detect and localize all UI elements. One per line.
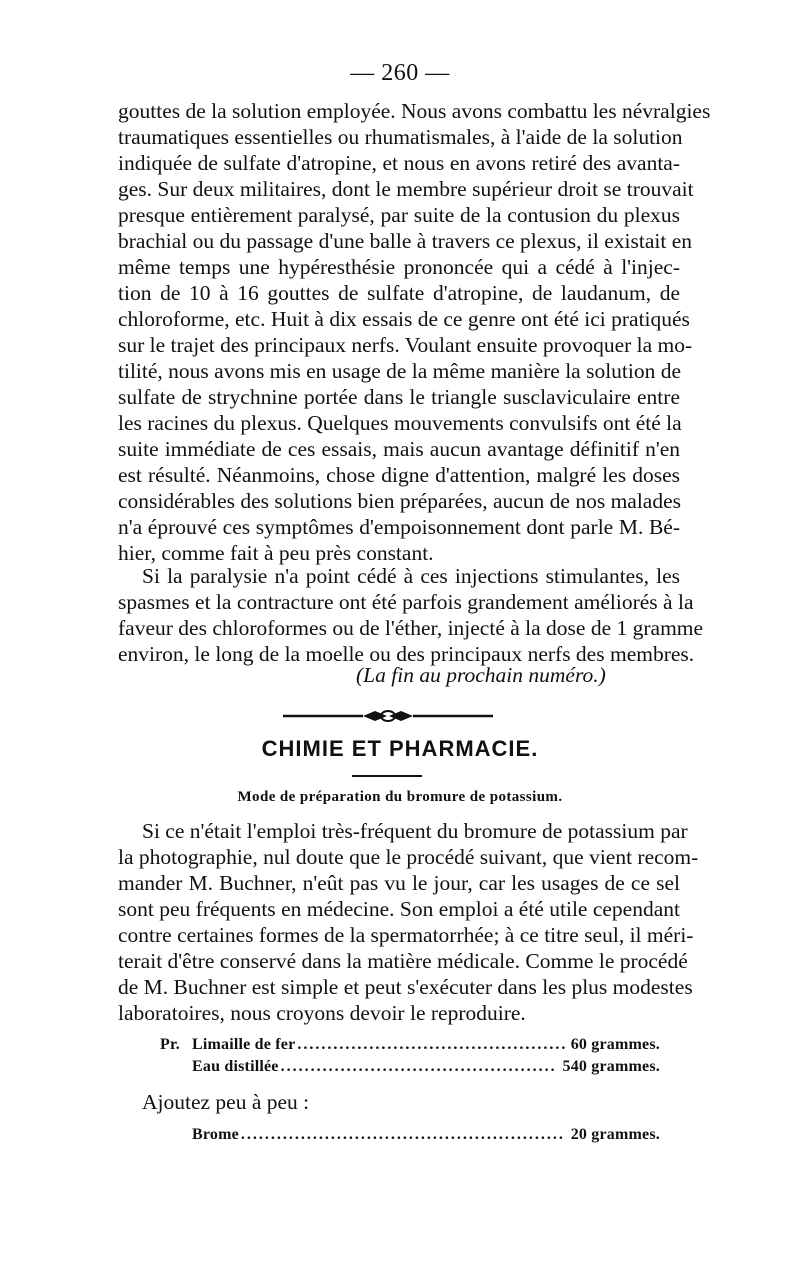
text-line: considérables des solutions bien préparées, aucun de nos malades — [118, 489, 682, 513]
text-line: faveur des chloroformes ou de l'éther, injecté à la dose de 1 gramme — [118, 616, 704, 640]
text-line: ges. Sur deux militaires, dont le membre supérieur droit se trouvait — [118, 177, 694, 201]
recipe-row — [160, 1126, 660, 1148]
recipe-list-1 — [160, 1036, 660, 1080]
recipe-list-2 — [160, 1126, 660, 1148]
text-line: sur le trajet des principaux nerfs. Voulant ensuite provoquer la mo- — [118, 333, 693, 357]
text-line: tilité, nous avons mis en usage de la même manière la solution de — [118, 359, 682, 383]
text-line: sulfate de strychnine portée dans le triangle susclaviculaire entre — [118, 385, 680, 409]
text-line: Si la paralysie n'a point cédé à ces injections stimulantes, les — [142, 564, 680, 588]
text-line: chloroforme, etc. Huit à dix essais de ce genre ont été ici pratiqués — [118, 307, 690, 331]
text-line: indiquée de sulfate d'atropine, et nous en avons retiré des avanta- — [118, 151, 680, 175]
text-line: suite immédiate de ces essais, mais aucun avantage définitif n'en — [118, 437, 680, 461]
continuation-note: (La fin au prochain numéro.) — [356, 663, 606, 687]
text-line: la photographie, nul doute que le procédé suivant, que vient recom- — [118, 845, 699, 869]
ingredient-name: Eau distillée — [192, 1058, 279, 1075]
text-line: n'a éprouvé ces symptômes d'empoisonnement dont parle M. Bé- — [118, 515, 680, 539]
recipe-row — [160, 1058, 660, 1080]
paragraph-bromure — [118, 818, 699, 1026]
text-line: laboratoires, nous croyons devoir le reproduire. — [118, 1001, 526, 1025]
section-title: CHIMIE ET PHARMACIE. — [261, 736, 539, 761]
text-line: est résulté. Néanmoins, chose digne d'attention, malgré les doses — [118, 463, 680, 487]
ingredient-quantity: 60 grammes. — [570, 1036, 660, 1053]
text-line: brachial ou du passage d'une balle à travers ce plexus, il existait en — [118, 229, 693, 253]
leader-dots — [297, 1036, 564, 1054]
text-line: tion de 10 à 16 gouttes de sulfate d'atropine, de laudanum, de — [118, 281, 680, 305]
text-line: spasmes et la contracture ont été parfois grandement améliorés à la — [118, 590, 694, 614]
text-line: Si ce n'était l'emploi très-fréquent du bromure de potassium par — [142, 819, 688, 843]
ingredient-quantity: 20 grammes. — [570, 1126, 660, 1143]
text-line: de M. Buchner est simple et peut s'exécuter dans les plus modestes — [118, 975, 693, 999]
text-line: hier, comme fait à peu près constant. — [118, 541, 434, 565]
text-line: sont peu fréquents en médecine. Son emploi a été utile cependant — [118, 897, 680, 921]
paragraph-paralysie — [118, 563, 704, 667]
instruction-text: Ajoutez peu à peu : — [142, 1090, 310, 1114]
page-number: — 260 — — [350, 60, 450, 86]
text-line: contre certaines formes de la spermatorrhée; à ce titre seul, il méri- — [118, 923, 694, 947]
ingredient-name: Brome — [192, 1126, 239, 1143]
text-line: mander M. Buchner, n'eût pas vu le jour, car les usages de ce sel — [118, 871, 680, 895]
text-line: gouttes de la solution employée. Nous avons combattu les névralgies — [118, 99, 711, 123]
text-line: presque entièrement paralysé, par suite de la contusion du plexus — [118, 203, 680, 227]
text-line: même temps une hypéresthésie prononcée qui a cédé à l'injec- — [118, 255, 680, 279]
ingredient-quantity: 540 grammes. — [562, 1058, 660, 1075]
recipe-row — [160, 1036, 660, 1058]
ornament-divider — [283, 708, 493, 724]
paragraph-nevralgies — [118, 98, 711, 566]
text-line: terait d'être conservé dans la matière médicale. Comme le procédé — [118, 949, 688, 973]
ingredient-name: Limaille de fer — [192, 1036, 296, 1053]
leader-dots — [241, 1126, 565, 1144]
text-line: les racines du plexus. Quelques mouvements convulsifs ont été la — [118, 411, 682, 435]
text-line: traumatiques essentielles ou rhumatismales, à l'aide de la solution — [118, 125, 683, 149]
recipe-prefix: Pr. — [160, 1036, 181, 1053]
leader-dots — [281, 1058, 557, 1076]
subsection-title: Mode de préparation du bromure de potassium. — [237, 789, 563, 805]
title-rule — [352, 775, 422, 777]
text-line: environ, le long de la moelle ou des principaux nerfs des membres. — [118, 642, 695, 666]
